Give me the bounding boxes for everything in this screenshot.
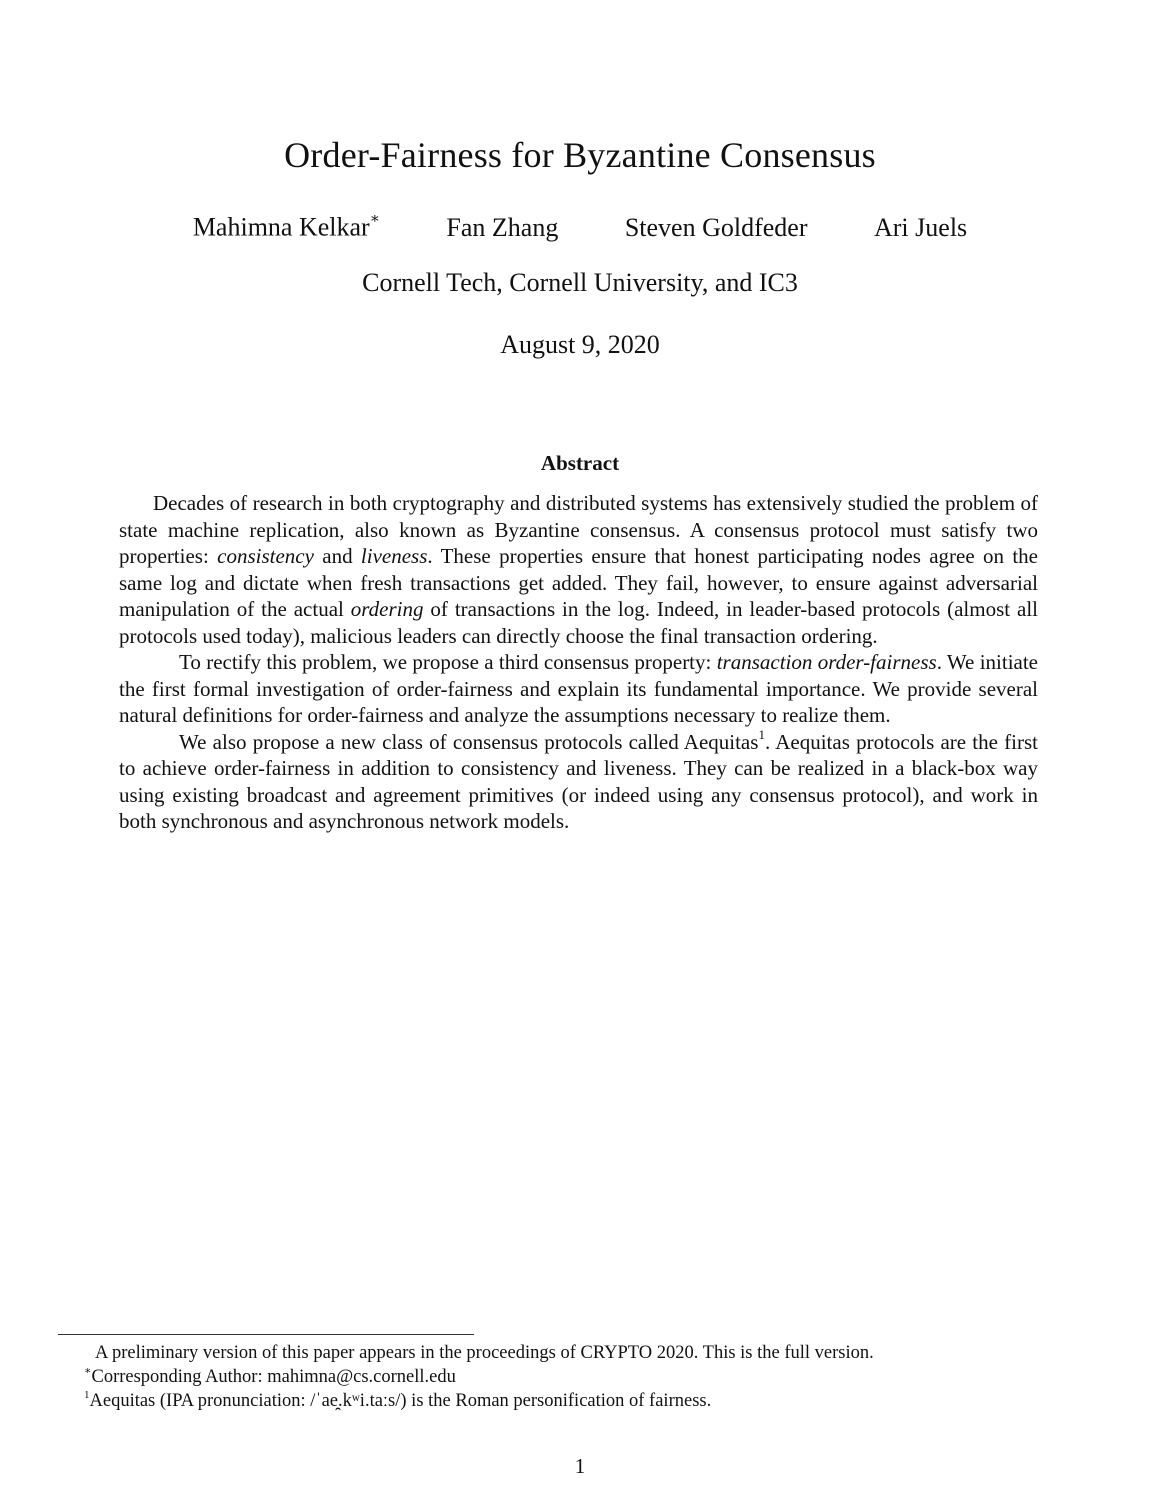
publication-date: August 9, 2020 bbox=[500, 330, 660, 359]
abstract-paragraph: Decades of research in both cryptography and distributed systems has extensively studied the problem of state machine replication, also known as Byzantine consensus. A consensus protocol must satisfy two properties: consistency and liveness. These properties ensure that honest participating nodes agree on the same log and dictate when fresh transactions get added. They fail, however, to ensure against adversarial manipulation of the actual ordering of transactions in the log. Indeed, in leader-based protocols (almost all protocols used today), malicious leaders can directly choose the final transaction ordering. bbox=[119, 491, 1039, 648]
emphasis: transaction order-fairness bbox=[716, 650, 937, 674]
abstract-paragraph: We also propose a new class of consensus protocols called Aequitas$^1$. Aequitas protocols are the first to achieve order-fairness in addition to consistency and liveness. They can be realized in a black-box way using existing broadcast and agreement primitives (or indeed using any consensus protocol), and work in both synchronous and asynchronous network models. bbox=[119, 726, 1038, 833]
footnote: A preliminary version of this paper appears in the proceedings of CRYPTO 2020. This is the full version. bbox=[95, 1343, 874, 1363]
abstract-heading: Abstract bbox=[540, 451, 620, 475]
footnote-rule bbox=[58, 1334, 474, 1335]
author-name: Steven Goldfeder bbox=[624, 212, 808, 242]
footnote-mark: ∗ bbox=[84, 1364, 92, 1377]
emphasis: ordering bbox=[350, 597, 424, 621]
author-name: Fan Zhang bbox=[446, 212, 559, 242]
paper-title: Order-Fairness for Byzantine Consensus bbox=[284, 135, 876, 175]
author-footnote-mark: ∗ bbox=[369, 211, 380, 227]
emphasis: consistency bbox=[217, 544, 314, 568]
affiliation: Cornell Tech, Cornell University, and IC3 bbox=[362, 268, 798, 297]
author-name: Mahimna Kelkar∗ bbox=[192, 211, 380, 242]
emphasis: liveness bbox=[360, 544, 428, 568]
abstract-body bbox=[119, 490, 1038, 835]
footnote-mark: 1 bbox=[84, 1388, 90, 1401]
footnote: ∗Corresponding Author: mahimna@cs.cornell.edu bbox=[84, 1364, 456, 1387]
footnote-reference: 1 bbox=[758, 726, 765, 742]
page-number: 1 bbox=[574, 1454, 586, 1478]
footnotes bbox=[84, 1341, 1084, 1413]
author-list bbox=[0, 212, 1160, 243]
footnote: $^1$Aequitas (IPA pronunciation: /ˈae̯.kʷi.taːs/) is the Roman personification of fairness. bbox=[84, 1388, 712, 1411]
abstract-paragraph: To rectify this problem, we propose a third consensus property: transaction order-fairness. We initiate the first formal investigation of order-fairness and explain its fundamental importance. We provide several natural definitions for order-fairness and analyze the assumptions necessary to realize them. bbox=[119, 650, 1039, 727]
author-name: Ari Juels bbox=[874, 212, 968, 242]
